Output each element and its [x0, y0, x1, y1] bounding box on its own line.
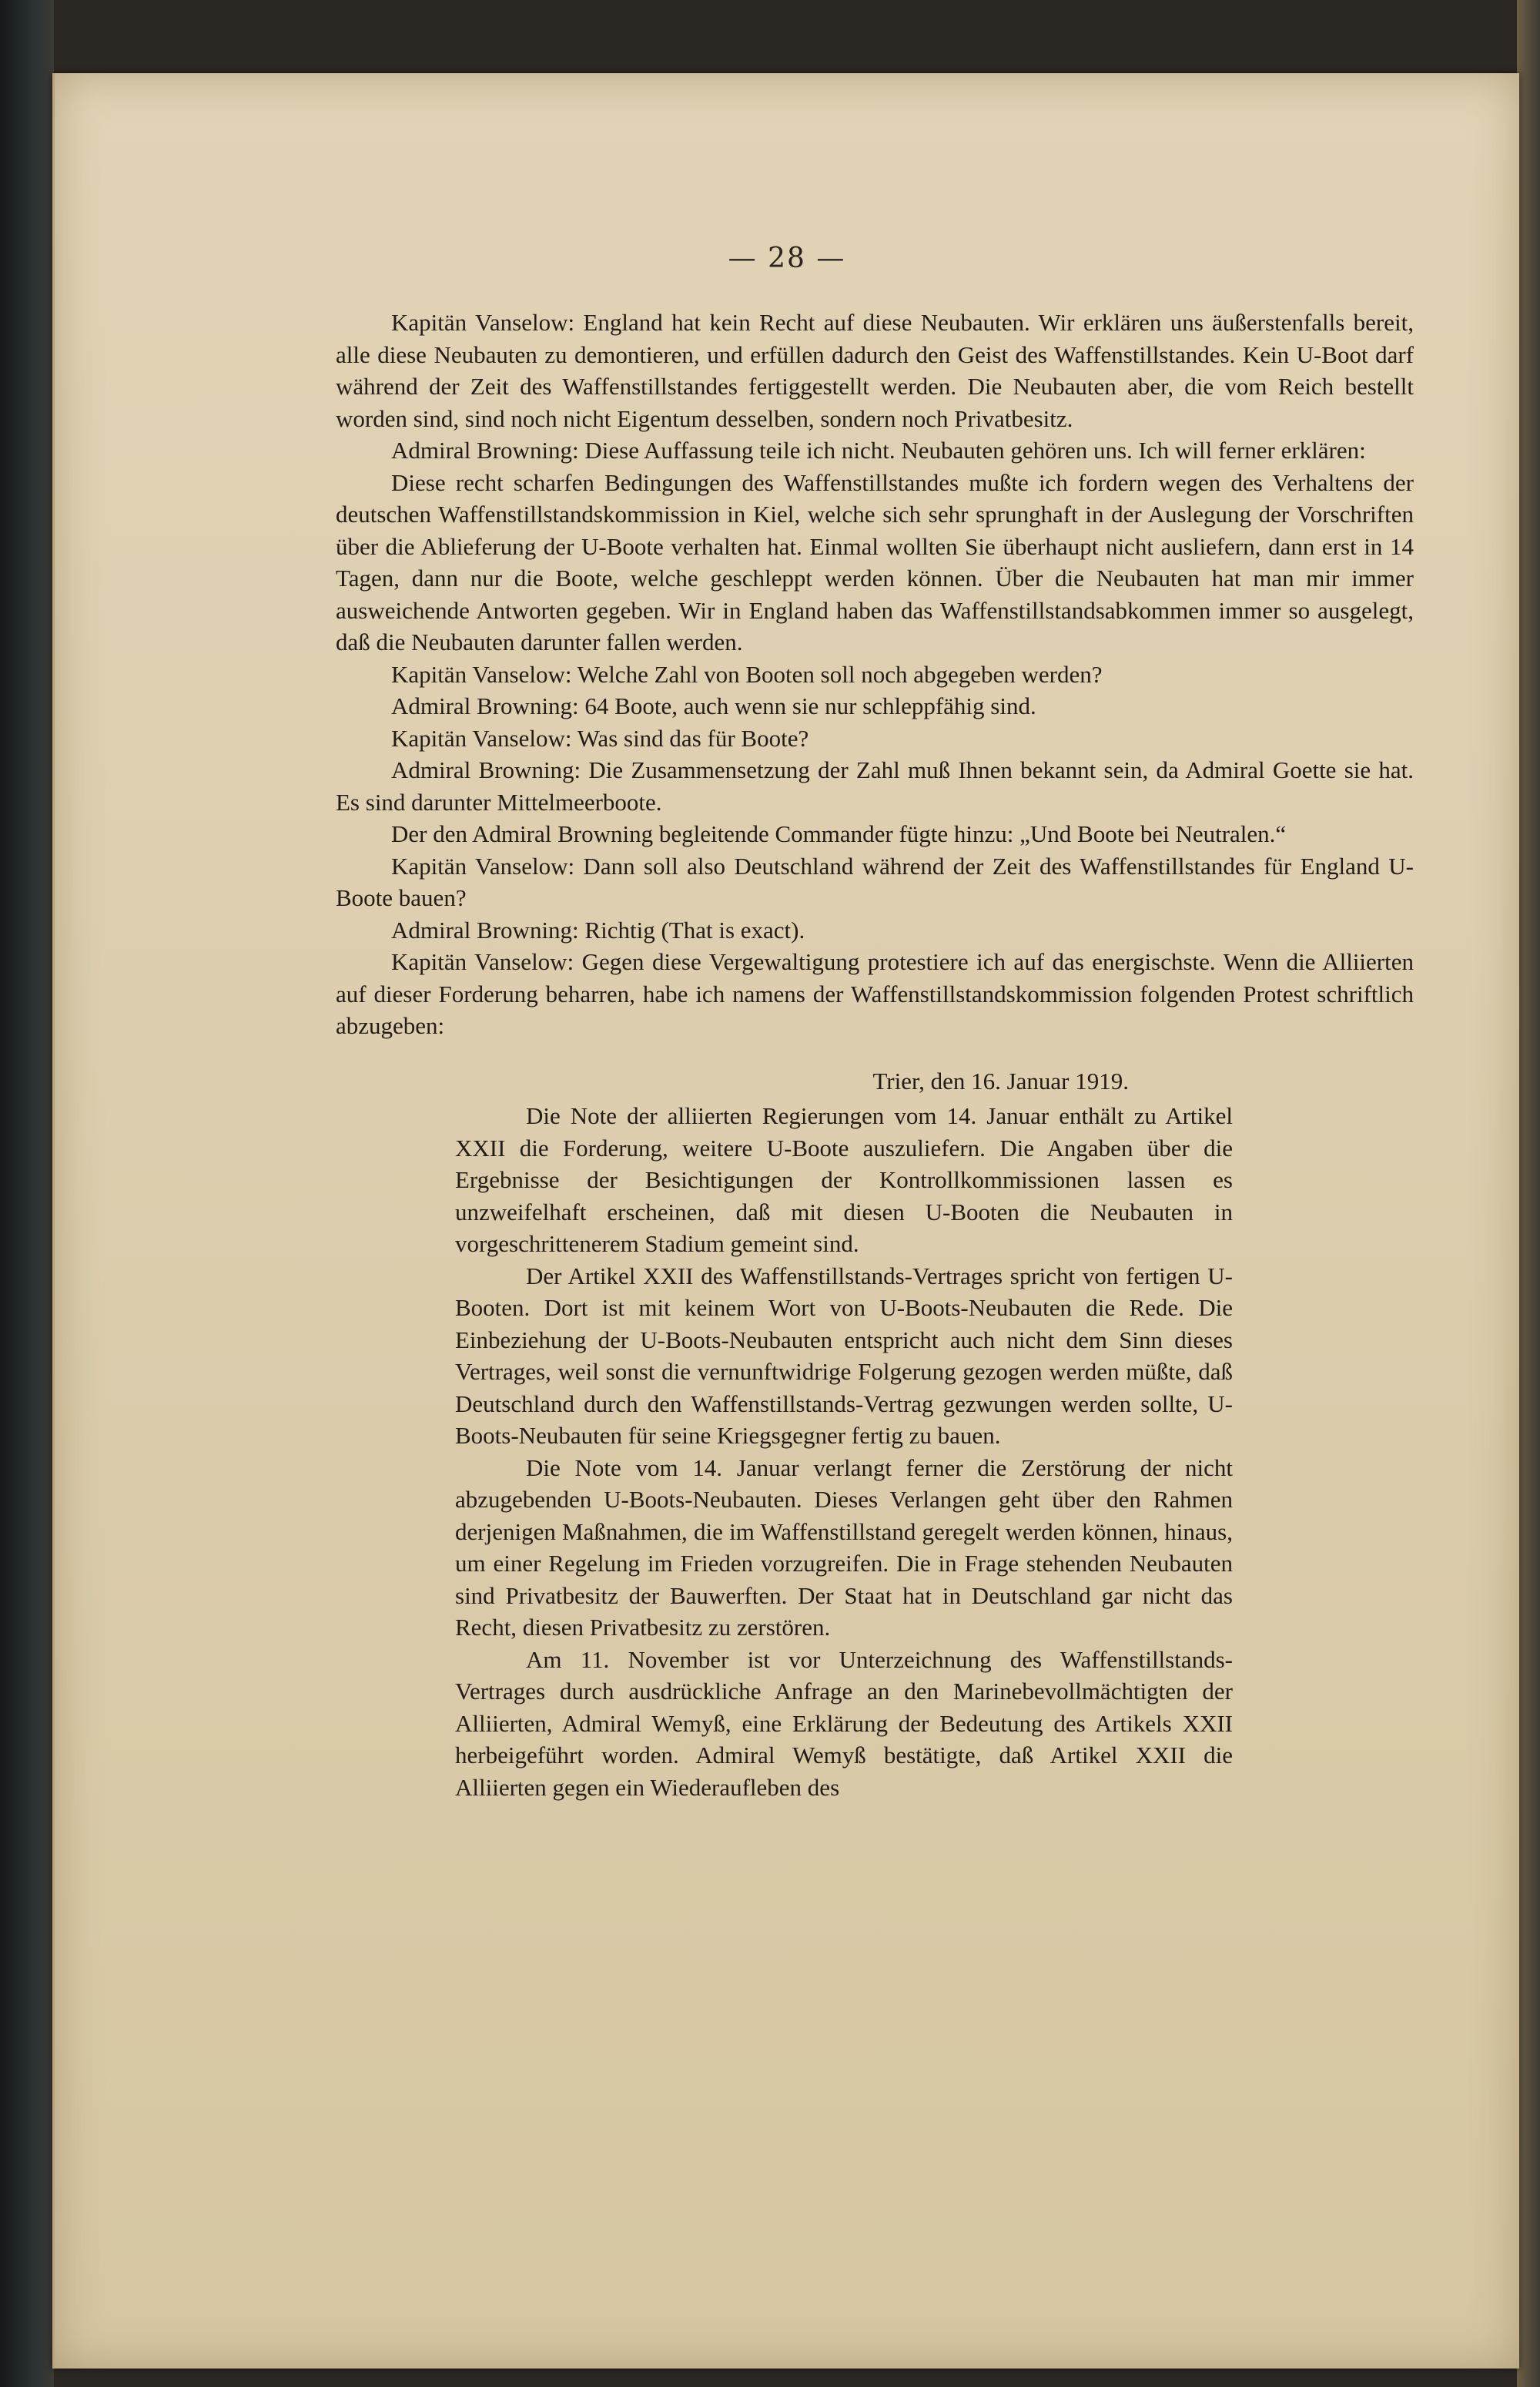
paragraph: Kapitän Vanselow: England hat kein Recht auf diese Neubauten. Wir erklären uns äußerstenfalls bereit, alle diese Neubauten zu demontieren, und erfüllen dadurch den Geist des Waffenstillstandes. Kein U-Boot darf während der Zeit des Waffenstillstandes fertiggestellt werden. Die Neubauten aber, die vom Reich bestellt worden sind, sind noch nicht Eigentum desselben, sondern noch Privatbesitz.: [336, 309, 1414, 432]
note-paragraph: Der Artikel XXII des Waffenstillstands-Vertrages spricht von fertigen U-Booten. Dort ist mit keinem Wort von U-Boots-Neubauten die Rede. Die Einbeziehung der U-Boots-Neubauten entspricht auch nicht dem Sinn dieses Vertrages, weil sonst die vernunftwidrige Folgerung gezogen werden müßte, daß Deutschland durch den Waffenstillstands-Vertrag gezwungen werden sollte, U-Boots-Neubauten für seine Kriegsgegner fertig zu bauen.: [455, 1262, 1233, 1449]
page-number: — 28 —: [728, 243, 846, 274]
body-text: [336, 307, 1414, 1803]
background-left-strip: [0, 0, 54, 2387]
paragraph: Kapitän Vanselow: Gegen diese Vergewaltigung protestiere ich auf das energischste. Wenn die Alliierten auf dieser Forderung beharren, habe ich namens der Waffenstillstandskommission folgenden Protest schriftlich abzugeben:: [336, 948, 1414, 1039]
paragraph: Admiral Browning: 64 Boote, auch wenn sie nur schleppfähig sind.: [391, 692, 1036, 719]
protest-note: [455, 1100, 1233, 1803]
paragraph: Admiral Browning: Diese Auffassung teile ich nicht. Neubauten gehören uns. Ich will ferner erklären:: [391, 437, 1366, 464]
paragraph: Admiral Browning: Richtig (That is exact).: [391, 916, 805, 944]
paragraph: Admiral Browning: Die Zusammensetzung der Zahl muß Ihnen bekannt sein, da Admiral Goette sie hat. Es sind darunter Mittelmeerboote.: [336, 756, 1414, 816]
paragraph: Diese recht scharfen Bedingungen des Waffenstillstandes mußte ich fordern wegen des Verhaltens der deutschen Waffenstillstandskommission in Kiel, welche sich sehr sprunghaft in der Auslegung der Vorschriften über die Ablieferung der U-Boote verhalten hat. Einmal wollten Sie überhaupt nicht ausliefern, dann erst in 14 Tagen, dann nur die Boote, welche geschleppt werden können. Über die Neubauten hat man mir immer ausweichende Antworten gegeben. Wir in England haben das Waffenstillstandsabkommen immer so ausgelegt, daß die Neubauten darunter fallen werden.: [336, 468, 1414, 655]
note-paragraph: Die Note der alliierten Regierungen vom 14. Januar enthält zu Artikel XXII die Forderung, weitere U-Boote auszuliefern. Die Angaben über die Ergebnisse der Besichtigungen der Kontrollkommissionen lassen es unzweifelhaft erscheinen, daß mit diesen U-Booten die Neubauten in vorgeschrittenerem Stadium gemeint sind.: [455, 1102, 1233, 1257]
paragraph: Kapitän Vanselow: Dann soll also Deutschland während der Zeit des Waffenstillstandes für England U-Boote bauen?: [336, 852, 1414, 911]
note-paragraph: Am 11. November ist vor Unterzeichnung des Waffenstillstands-Vertrages durch ausdrückliche Anfrage an den Marinebevollmächtigten der Alliierten, Admiral Wemyß, eine Erklärung der Bedeutung des Artikels XXII herbeigeführt worden. Admiral Wemyß bestätigte, daß Artikel XXII die Alliierten gegen ein Wiederaufleben des: [455, 1645, 1233, 1801]
paragraph: Kapitän Vanselow: Welche Zahl von Booten soll noch abgegeben werden?: [391, 660, 1103, 688]
paragraph: Der den Admiral Browning begleitende Commander fügte hinzu: „Und Boote bei Neutralen.“: [391, 820, 1287, 847]
note-paragraph: Die Note vom 14. Januar verlangt ferner die Zerstörung der nicht abzugebenden U-Boots-Neubauten. Dieses Verlangen geht über den Rahmen derjenigen Maßnahmen, die im Waffenstillstand geregelt werden können, hinaus, um einer Regelung im Frieden vorzugreifen. Die in Frage stehenden Neubauten sind Privatbesitz der Bauwerften. Der Staat hat in Deutschland gar nicht das Recht, diesen Privatbesitz zu zerstören.: [455, 1453, 1233, 1641]
document-page: [52, 73, 1519, 2369]
background-right-strip: [1517, 0, 1540, 2387]
paragraph: Kapitän Vanselow: Was sind das für Boote?: [391, 724, 809, 752]
date-line: Trier, den 16. Januar 1919.: [872, 1067, 1129, 1095]
